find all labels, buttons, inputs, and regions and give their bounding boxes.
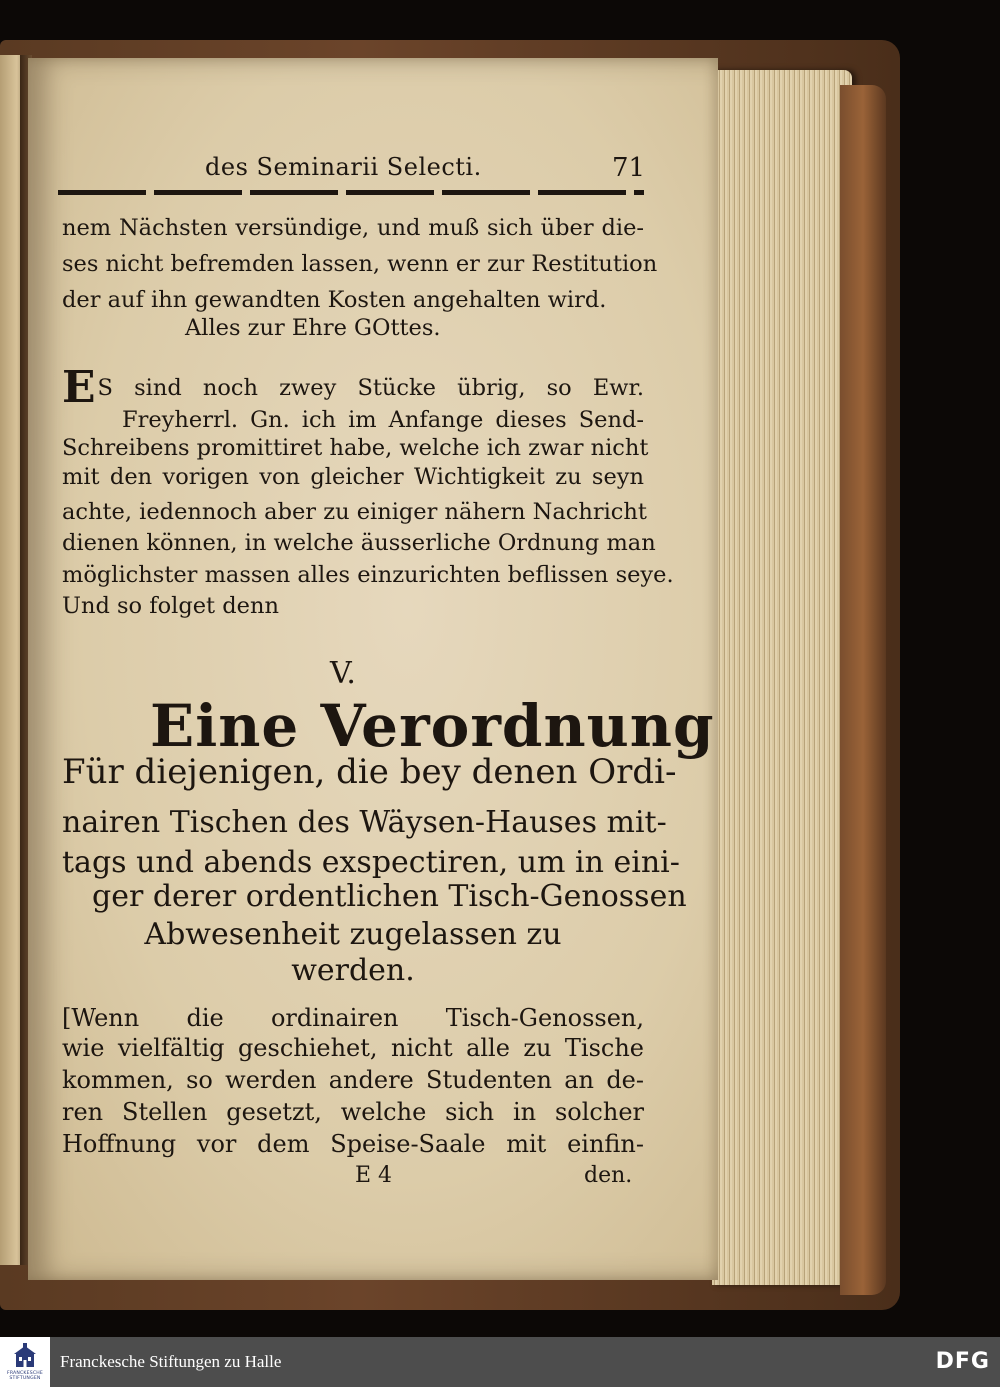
text-line: wie vielfältig geschiehet, nicht alle zu Tische: [62, 1034, 644, 1062]
subtitle-line: tags und abends exspectiren, um in eini-: [62, 845, 680, 880]
text-line: Und so folget denn: [62, 593, 279, 619]
text-line: nem Nächsten versündige, und muß sich über die-: [62, 215, 644, 241]
page-stack-edge: [712, 70, 852, 1285]
institution-logo[interactable]: [0, 1337, 50, 1387]
text-line: der auf ihn gewandten Kosten angehalten wird.: [62, 287, 607, 313]
logo-text: FRANCKESCHE STIFTUNGEN: [6, 1371, 44, 1381]
catchword: den.: [584, 1163, 633, 1188]
section-number: V.: [330, 656, 356, 691]
text-line: mit den vorigen von gleicher Wichtigkeit zu seyn: [62, 464, 644, 490]
subtitle-line: nairen Tischen des Wäysen-Hauses mit-: [62, 805, 667, 840]
page-number: 71: [612, 153, 646, 183]
running-title: des Seminarii Selecti.: [205, 153, 482, 181]
text-line: möglichster massen alles einzurichten beflissen seye.: [62, 562, 674, 588]
drop-cap-initial: E: [62, 362, 96, 413]
subtitle-line: ger derer ordentlichen Tisch-Genossen: [92, 879, 687, 914]
section-title: Eine Verordnung: [150, 692, 715, 760]
closing-line: Alles zur Ehre GOttes.: [185, 315, 441, 341]
footer-bar: [0, 1337, 1000, 1387]
text-line: kommen, so werden andere Studenten an de-: [62, 1066, 644, 1094]
text-line: dienen können, in welche äusserliche Ordnung man: [62, 530, 656, 556]
header-rule: [58, 190, 644, 195]
signature-mark: E 4: [355, 1163, 393, 1188]
orphanage-building-icon: [12, 1343, 38, 1371]
text-line: ses nicht befremden lassen, wenn er zur Restitution: [62, 251, 658, 277]
text-line: Hoffnung vor dem Speise-Saale mit einfin-: [62, 1130, 644, 1158]
subtitle-line: werden.: [291, 953, 415, 988]
text-line: [Wenn die ordinairen Tisch-Genossen,: [62, 1004, 644, 1032]
dfg-logo[interactable]: DFG: [935, 1349, 990, 1374]
subtitle-line: Für diejenigen, die bey denen Ordi-: [62, 752, 677, 792]
text-line: ren Stellen gesetzt, welche sich in solcher: [62, 1098, 644, 1126]
text-line: achte, iedennoch aber zu einiger nähern Nachricht: [62, 499, 647, 525]
text-line: Schreibens promittiret habe, welche ich zwar nicht: [62, 435, 649, 461]
book-cover-edge: [840, 85, 886, 1295]
text-line: Freyherrl. Gn. ich im Anfange dieses Send-: [122, 407, 644, 433]
subtitle-line: Abwesenheit zugelassen zu: [144, 917, 562, 952]
institution-name[interactable]: Franckesche Stiftungen zu Halle: [60, 1352, 282, 1371]
text-line-with-initial: [62, 362, 644, 413]
text-line-rest: S sind noch zwey Stücke übrig, so Ewr.: [97, 375, 644, 401]
